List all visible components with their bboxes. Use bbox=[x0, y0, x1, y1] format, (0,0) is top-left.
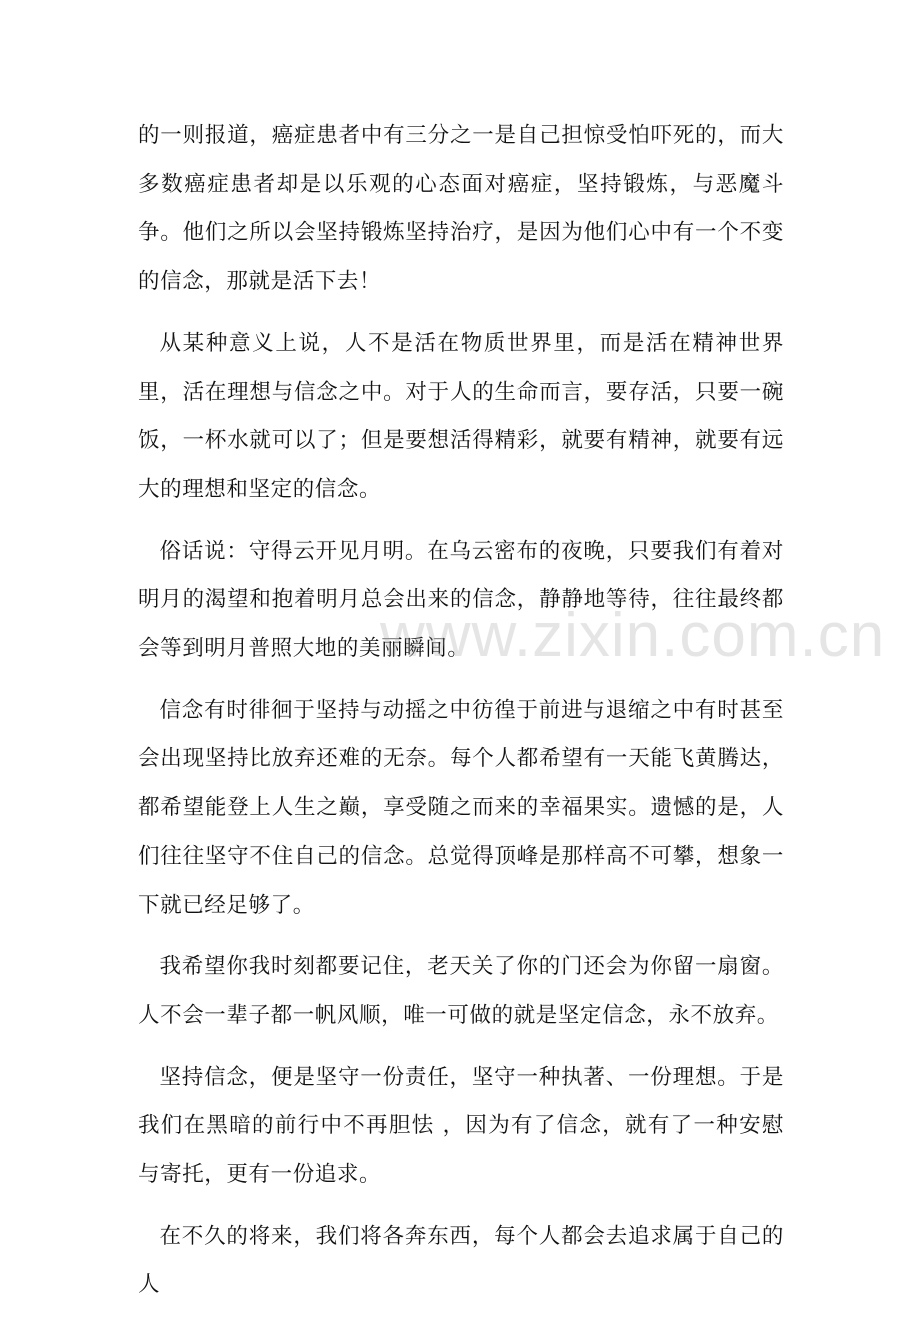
paragraph-5: 我希望你我时刻都要记住，老天关了你的门还会为你留一扇窗。人不会一辈子都一帆风顺，唯一可做的就是坚定信念，永不放弃。 bbox=[138, 954, 784, 1028]
watermark: www.zixin.com.cn bbox=[380, 601, 886, 670]
document-body bbox=[138, 112, 784, 1323]
paragraph-6: 坚持信念，便是坚守一份责任，坚守一种执著、一份理想。于是我们在黑暗的前行中不再胆怯 ，因为有了信念，就有了一种安慰与寄托，更有一份追求。 bbox=[138, 1064, 784, 1188]
paragraph-3: 俗话说：守得云开见月明。在乌云密布的夜晚，只要我们有着对明月的渴望和抱着明月总会出来的信念，静静地等待，往往最终都会等到明月普照大地的美丽瞬间。 bbox=[138, 538, 784, 662]
paragraph-4: 信念有时徘徊于坚持与动摇之中彷徨于前进与退缩之中有时甚至会出现坚持比放弃还难的无奈。每个人都希望有一天能飞黄腾达，都希望能登上人生之巅，享受随之而来的幸福果实。遗憾的是，人们往往坚守不住自己的信念。总觉得顶峰是那样高不可攀，想象一下就已经足够了。 bbox=[138, 697, 784, 918]
paragraph-1: 的一则报道，癌症患者中有三分之一是自己担惊受怕吓死的，而大多数癌症患者却是以乐观的心态面对癌症，坚持锻炼，与恶魔斗争。他们之所以会坚持锻炼坚持治疗，是因为他们心中有一个不变的信念，那就是活下去！ bbox=[138, 123, 784, 295]
paragraph-7: 在不久的将来，我们将各奔东西，每个人都会去追求属于自己的人 bbox=[138, 1223, 784, 1298]
paragraph-2: 从某种意义上说，人不是活在物质世界里，而是活在精神世界里，活在理想与信念之中。对于人的生命而言，要存活，只要一碗饭，一杯水就可以了；但是要想活得精彩，就要有精神，就要有远大的理想和坚定的信念。 bbox=[138, 330, 784, 502]
